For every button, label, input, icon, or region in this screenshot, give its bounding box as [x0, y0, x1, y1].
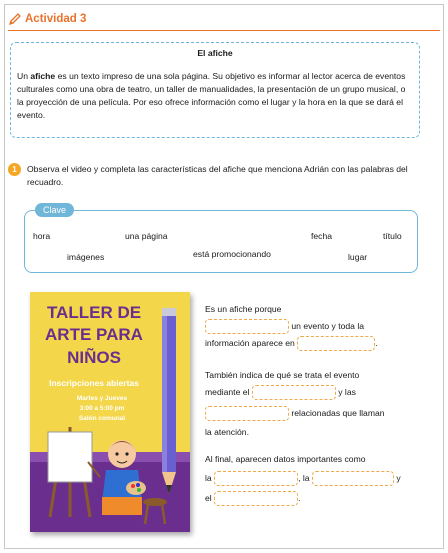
poster-place: Salón comunal	[78, 415, 126, 422]
paragraph-text: , la	[298, 472, 310, 483]
clave-label: Clave	[35, 203, 74, 217]
paragraph-text: y	[396, 472, 401, 483]
blank-input[interactable]	[252, 385, 336, 400]
paragraph-text: la	[205, 472, 212, 483]
info-box-text	[17, 70, 413, 122]
poster-title-line1: TALLER DE	[46, 303, 142, 322]
paragraph-3-line-1: Al final, aparecen datos importantes como	[205, 454, 366, 464]
paragraph-text: un evento y toda la	[291, 320, 365, 331]
paragraph-2-line-2	[205, 385, 425, 400]
info-box-title: El afiche	[197, 48, 233, 58]
paragraph-text: relacionadas que llaman	[291, 407, 385, 418]
blank-input[interactable]	[214, 491, 301, 506]
blank-input[interactable]	[214, 471, 298, 486]
paragraph-text: el	[205, 492, 212, 503]
paragraph-text: y las	[338, 386, 356, 397]
paragraph-3-line-3	[205, 491, 425, 506]
paragraph-2-line-3	[205, 406, 425, 421]
poster-days: Martes y Jueves	[76, 395, 128, 402]
blank-input[interactable]	[312, 471, 394, 486]
poster-subtitle: Inscripciones abiertas	[49, 378, 139, 388]
clave-box	[24, 205, 418, 273]
step-1	[8, 163, 428, 189]
info-text-pre: Un	[17, 71, 31, 81]
info-text-bold: afiche	[30, 71, 56, 81]
activity-label: Actividad 3	[25, 13, 87, 25]
paragraph-1-line-3	[205, 336, 425, 351]
blank-input[interactable]	[297, 336, 378, 351]
clave-word: hora	[33, 231, 51, 241]
paragraph-text: .	[375, 337, 378, 348]
poster-illustration	[30, 292, 190, 532]
paragraph-2-line-4: la atención.	[205, 427, 249, 437]
clave-word: lugar	[348, 252, 368, 262]
step-number-badge: 1	[8, 163, 21, 176]
activity-underline	[8, 30, 440, 31]
paragraph-text: mediante el	[205, 386, 250, 397]
paragraph-text: información aparece en	[205, 337, 295, 348]
clave-word: imágenes	[67, 252, 105, 262]
pencil-illustration	[162, 308, 176, 494]
info-text-post: es un texto impreso de una sola página. Su objetivo es informar al lector acerca de eventos culturales como una obra de teatro, un taller de manualidades, la presentación de un grupo musical, o la proyección de una película. Por eso ofrece información como el lugar y la hora en la que se dará el evento.	[17, 71, 406, 120]
clave-word: está promocionando	[193, 249, 271, 259]
blank-input[interactable]	[205, 406, 289, 421]
pencil-icon	[8, 12, 22, 26]
blank-input[interactable]	[205, 319, 289, 334]
activity-header	[8, 12, 86, 26]
paragraph-1-line-1: Es un afiche porque	[205, 304, 282, 314]
poster-time: 3:00 a 5:00 pm	[79, 405, 125, 412]
clave-word: título	[383, 231, 402, 241]
poster-image	[30, 292, 190, 532]
step-instruction: Observa el video y completa las características del afiche que menciona Adrián con las palabras del recuadro.	[27, 164, 408, 187]
paragraph-text: .	[298, 492, 301, 503]
clave-word: una página	[125, 231, 168, 241]
paragraph-3-line-2	[205, 471, 425, 486]
clave-word: fecha	[311, 231, 333, 241]
info-box	[10, 42, 420, 138]
paragraph-2-line-1: También indica de qué se trata el evento	[205, 370, 360, 380]
poster-title-line3: NIÑOS	[67, 348, 121, 367]
poster-title-line2: ARTE PARA	[45, 325, 143, 344]
paragraph-1-line-2	[205, 319, 425, 334]
